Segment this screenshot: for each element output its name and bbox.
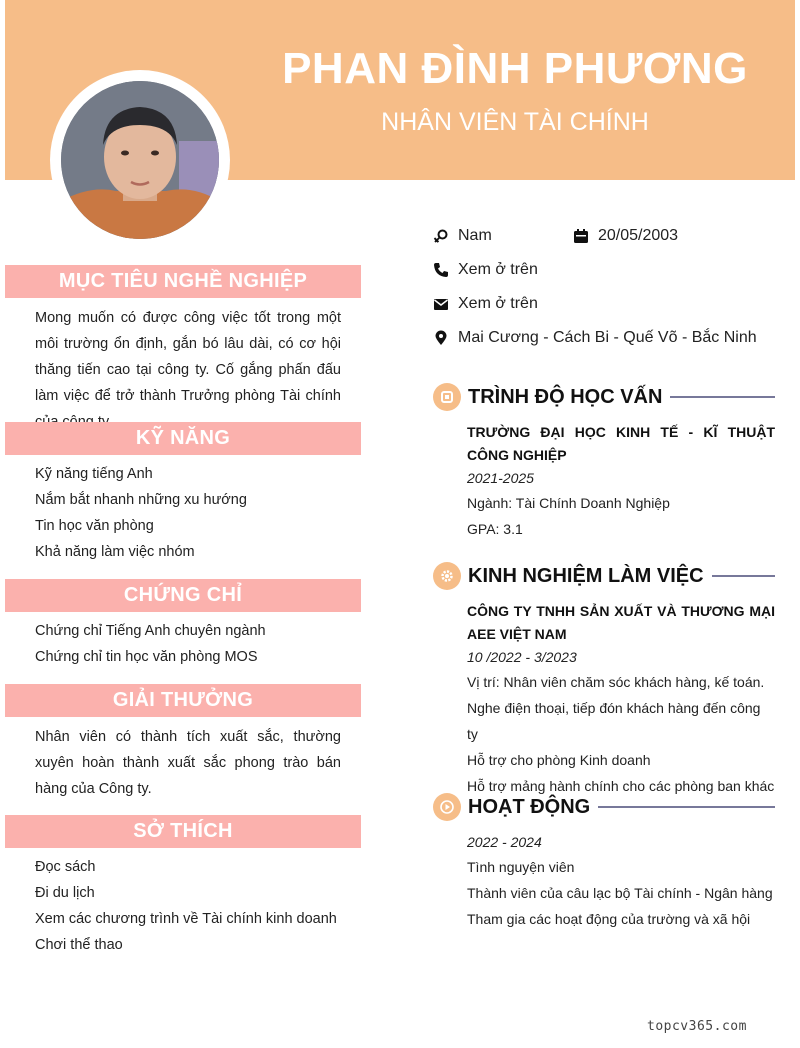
education-divider bbox=[670, 396, 775, 398]
hobby-item: Xem các chương trình về Tài chính kinh doanh bbox=[35, 911, 337, 927]
experience-item: Nghe điện thoại, tiếp đón khách hàng đến công ty bbox=[467, 700, 761, 742]
education-major: Ngành: Tài Chính Doanh Nghiệp bbox=[467, 495, 670, 511]
awards-heading: GIẢI THƯỞNG bbox=[5, 684, 361, 717]
hobby-item: Đi du lịch bbox=[35, 885, 95, 901]
experience-heading: KINH NGHIỆM LÀM VIỆC bbox=[468, 564, 704, 587]
email-row bbox=[433, 291, 538, 317]
calendar-icon bbox=[573, 228, 589, 244]
objective-heading: MỤC TIÊU NGHỀ NGHIỆP bbox=[5, 265, 361, 298]
activity-item: Tham gia các hoạt động của trường và xã hội bbox=[467, 911, 751, 927]
experience-item: Hỗ trợ cho phòng Kinh doanh bbox=[467, 752, 651, 768]
certificates-heading: CHỨNG CHỈ bbox=[5, 579, 361, 612]
birthday-value: 20/05/2003 bbox=[598, 227, 679, 244]
hobby-item: Đọc sách bbox=[35, 859, 96, 875]
hobbies-heading: SỞ THÍCH bbox=[5, 815, 361, 848]
skill-item: Nắm bắt nhanh những xu hướng bbox=[35, 492, 247, 508]
education-gpa: GPA: 3.1 bbox=[467, 521, 523, 537]
awards-text: Nhân viên có thành tích xuất sắc, thường xuyên hoàn thành xuất sắc phong trào bán hàng của Công ty. bbox=[35, 729, 341, 797]
activities-section bbox=[433, 792, 775, 932]
email-value: Xem ở trên bbox=[458, 295, 538, 312]
experience-item: Vị trí: Nhân viên chăm sóc khách hàng, kế toán. bbox=[467, 674, 765, 690]
activities-period: 2022 - 2024 bbox=[467, 834, 542, 850]
play-icon bbox=[433, 793, 461, 821]
education-period: 2021-2025 bbox=[467, 470, 534, 486]
experience-period: 10 /2022 - 3/2023 bbox=[467, 649, 577, 665]
activities-divider bbox=[598, 806, 775, 808]
graduation-icon bbox=[433, 383, 461, 411]
experience-section bbox=[433, 561, 775, 799]
avatar bbox=[61, 81, 219, 239]
experience-divider bbox=[712, 575, 775, 577]
phone-value: Xem ở trên bbox=[458, 261, 538, 278]
certificate-item: Chứng chỉ Tiếng Anh chuyên ngành bbox=[35, 623, 266, 639]
activity-item: Tình nguyện viên bbox=[467, 859, 575, 875]
activities-heading: HOẠT ĐỘNG bbox=[468, 795, 591, 818]
certificates-section bbox=[5, 579, 361, 670]
school-name: TRƯỜNG ĐẠI HỌC KINH TẾ - KĨ THUẬT CÔNG NGHIỆP bbox=[467, 424, 775, 463]
skills-heading: KỸ NĂNG bbox=[5, 422, 361, 455]
hobby-item: Chơi thể thao bbox=[35, 937, 123, 953]
skill-item: Tin học văn phòng bbox=[35, 518, 154, 534]
gear-icon bbox=[433, 562, 461, 590]
skill-item: Kỹ năng tiếng Anh bbox=[35, 466, 153, 482]
certificate-item: Chứng chỉ tin học văn phòng MOS bbox=[35, 649, 258, 665]
footer-watermark: topcv365.com bbox=[647, 1019, 747, 1034]
skills-section bbox=[5, 422, 361, 565]
location-pin-icon bbox=[433, 330, 449, 346]
phone-icon bbox=[433, 262, 449, 278]
phone-row bbox=[433, 257, 538, 283]
address-value: Mai Cương - Cách Bi - Quế Võ - Bắc Ninh bbox=[458, 329, 757, 346]
envelope-icon bbox=[433, 296, 449, 312]
skill-item: Khả năng làm việc nhóm bbox=[35, 544, 195, 560]
objective-text: Mong muốn có được công việc tốt trong một môi trường ổn định, gắn bó lâu dài, có cơ hội thăng tiến cao tại công ty. Cố gắng phấn đấu làm việc để trở thành Trưởng phòng Tài chính bbox=[35, 310, 341, 404]
activity-item: Thành viên của câu lạc bộ Tài chính - Ngân hàng bbox=[467, 885, 773, 901]
job-title: NHÂN VIÊN TÀI CHÍNH bbox=[381, 108, 649, 136]
experience-item: Hỗ trợ mảng hành chính cho các phòng ban khác bbox=[467, 778, 775, 794]
address-row bbox=[433, 325, 757, 351]
hobbies-section bbox=[5, 815, 361, 958]
education-section bbox=[433, 382, 775, 542]
birthday-row bbox=[573, 223, 678, 249]
objective-section bbox=[5, 265, 361, 435]
gender-row bbox=[433, 223, 492, 249]
candidate-name: PHAN ĐÌNH PHƯƠNG bbox=[282, 44, 748, 93]
education-heading: TRÌNH ĐỘ HỌC VẤN bbox=[468, 385, 663, 408]
gender-icon bbox=[433, 228, 449, 244]
gender-value: Nam bbox=[458, 227, 492, 244]
awards-section bbox=[5, 684, 361, 802]
company-name: CÔNG TY TNHH SẢN XUẤT VÀ THƯƠNG MẠI AEE VIỆT NAM bbox=[467, 603, 775, 642]
